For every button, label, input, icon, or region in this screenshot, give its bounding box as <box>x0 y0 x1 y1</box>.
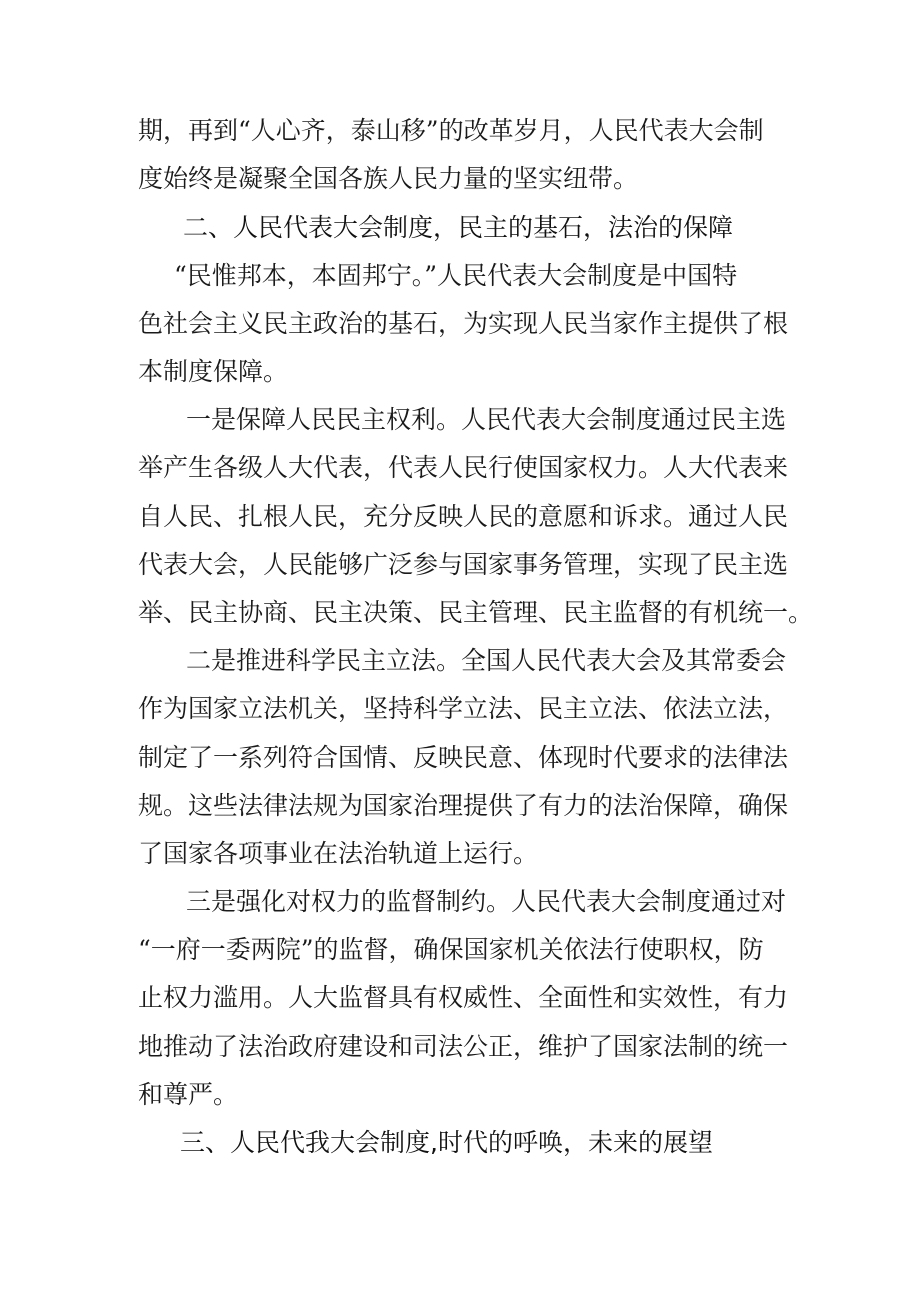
paragraph-line: 二是推进科学民主立法。全国人民代表大会及其常委会 <box>186 646 787 675</box>
section-heading: 二、人民代表大会制度，民主的基石，法治的保障 <box>183 213 734 242</box>
paragraph-line: 代表大会，人民能够广泛参与国家事务管理，实现了民主选 <box>138 550 789 579</box>
paragraph-line: 制定了一系列符合国情、反映民意、体现时代要求的法律法 <box>138 743 789 772</box>
paragraph-line: “一府一委两院”的监督，确保国家机关依法行使职权，防 <box>138 935 764 964</box>
paragraph-line: 自人民、扎根人民，充分反映人民的意愿和诉求。通过人民 <box>138 502 789 531</box>
paragraph-line: 三是强化对权力的监督制约。人民代表大会制度通过对 <box>186 887 787 916</box>
paragraph-line: 色社会主义民主政治的基石，为实现人民当家作主提供了根 <box>138 309 789 338</box>
paragraph-line: “民惟邦本，本固邦宁。”人民代表大会制度是中国特 <box>174 261 738 290</box>
paragraph-line: 地推动了法治政府建设和司法公正，维护了国家法制的统一 <box>138 1032 789 1061</box>
paragraph-line: 一是保障人民民主权利。人民代表大会制度通过民主选 <box>186 405 787 434</box>
paragraph-line: 期，再到“人心齐，泰山移”的改革岁月，人民代表大会制 <box>138 116 764 145</box>
paragraph-line: 度始终是凝聚全国各族人民力量的坚实纽带。 <box>138 164 639 193</box>
paragraph-line: 本制度保障。 <box>138 357 289 386</box>
paragraph-line: 了国家各项事业在法治轨道上运行。 <box>138 839 539 868</box>
paragraph-line: 和尊严。 <box>138 1080 239 1109</box>
paragraph-line: 举、民主协商、民主决策、民主管理、民主监督的有机统一。 <box>138 598 814 627</box>
paragraph-line: 规。这些法律法规为国家治理提供了有力的法治保障，确保 <box>138 791 789 820</box>
paragraph-line: 止权力滥用。人大监督具有权威性、全面性和实效性，有力 <box>138 983 789 1012</box>
section-heading: 三、人民代我大会制度,时代的呼唤，未来的展望 <box>180 1128 713 1157</box>
paragraph-line: 举产生各级人大代表，代表人民行使国家权力。人大代表来 <box>138 453 789 482</box>
paragraph-line: 作为国家立法机关，坚持科学立法、民主立法、依法立法， <box>138 694 789 723</box>
